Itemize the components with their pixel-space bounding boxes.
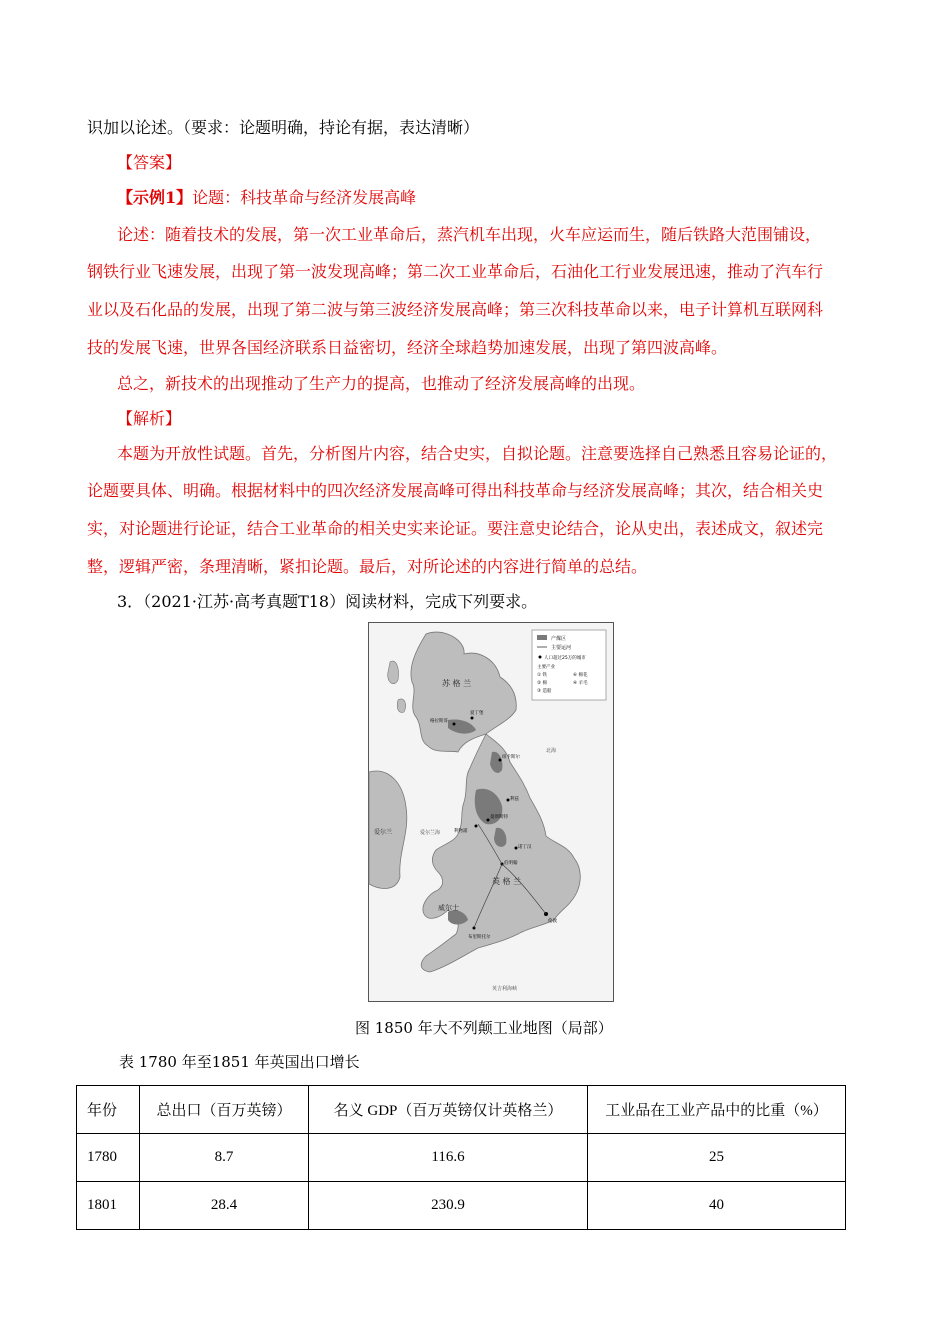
conclusion-line: 总之，新技术的出现推动了生产力的提高，也推动了经济发展高峰的出现。 [117,374,646,393]
header-total-export: 总出口（百万英镑） [140,1086,309,1134]
label-ireland: 爱尔兰 [374,829,393,836]
label-irish-sea: 爱尔兰海 [420,830,441,836]
essay-line-2: 钢铁行业飞速发展，出现了第一波发现高峰；第二次工业革命后，石油化工行业发展迅速，推动了汽车行 [87,262,824,281]
legend-item-5: ③ 造船 [537,689,552,694]
analysis-heading: 【解析】 [117,409,182,428]
cell-year: 1801 [77,1182,140,1230]
legend-industrial: 产煤区 [551,636,567,642]
cell-industrial-share: 25 [588,1134,846,1182]
label-north-sea: 北海 [546,748,557,754]
table-caption: 表 1780 年至1851 年英国出口增长 [119,1053,360,1071]
label-england: 英 格 兰 [492,877,522,886]
essay-line-4: 技的发展飞速，世界各国经济联系日益密切，经济全球趋势加速发展，出现了第四波高峰。 [87,338,728,357]
label-scotland: 苏 格 兰 [442,679,472,688]
example-line [117,188,416,208]
answer-heading: 【答案】 [117,153,182,172]
cell-gdp: 230.9 [309,1182,588,1230]
city-glasgow: 格拉斯哥 [430,719,448,724]
cell-year: 1780 [77,1134,140,1182]
cell-total-export: 8.7 [140,1134,309,1182]
city-bristol: 布里斯托尔 [468,935,491,940]
header-year: 年份 [77,1086,140,1134]
legend-item-3: ② 棉 [537,681,547,686]
city-london: 伦敦 [548,919,557,924]
example-title: 论题：科技革命与经济发展高峰 [192,188,417,207]
analysis-line-1: 本题为开放性试题。首先，分析图片内容，结合史实，自拟论题。注意要选择自己熟悉且容易论证的， [117,444,838,463]
analysis-line-2: 论题要具体、明确。根据材料中的四次经济发展高峰可得出科技革命与经济发展高峰；其次，结合相关史 [87,481,824,500]
industrial-map-1850 [368,622,614,1002]
export-growth-table [76,1085,846,1230]
header-industrial-share: 工业品在工业产品中的比重（%） [588,1086,846,1134]
essay-line-3: 业以及石化品的发展，出现了第二波与第三波经济发展高峰；第三次科技革命以来，电子计算机互联网科 [87,300,824,319]
legend-item-4: ④ 羊毛 [573,681,588,686]
label-english-channel: 英吉利海峡 [492,986,518,992]
example-tag: 【示例1】 [117,188,193,207]
city-nottingham: 诺丁汉 [518,845,532,850]
cell-total-export: 28.4 [140,1182,309,1230]
analysis-line-4: 整，逻辑严密，条理清晰，紧扣论题。最后，对所论述的内容进行简单的总结。 [87,557,648,576]
city-manchester: 曼彻斯特 [490,815,508,820]
cell-industrial-share: 40 [588,1182,846,1230]
question-3: 3．（2021·江苏·高考真题T18）阅读材料，完成下列要求。 [117,592,538,611]
question-continuation: 识加以论述。（要求：论题明确，持论有据，表达清晰） [87,118,480,137]
label-wales: 威尔士 [438,904,459,912]
legend-item-2: ⑥ 棉花 [573,673,588,678]
cell-gdp: 116.6 [309,1134,588,1182]
legend-products: 主要产业 [537,665,555,670]
city-birmingham: 伯明翰 [504,861,518,866]
city-liverpool: 利物浦 [454,829,468,834]
table-header-row [77,1086,846,1134]
map-caption: 图 1850 年大不列颠工业地图（局部） [355,1019,613,1037]
header-gdp: 名义 GDP（百万英镑仅计英格兰） [309,1086,588,1134]
city-leeds: 利兹 [510,797,519,802]
legend-city: 人口超过25万的城市 [544,656,586,661]
city-newcastle: 纽卡斯尔 [502,755,520,760]
table-row [77,1134,846,1182]
legend-item-1: ① 铁 [537,673,547,678]
analysis-line-3: 实，对论题进行论证，结合工业革命的相关史实来论证。要注意史论结合，论从史出，表述成文，叙述完 [87,519,824,538]
table-row [77,1182,846,1230]
essay-line-1: 论述：随着技术的发展，第一次工业革命后，蒸汽机车出现，火车应运而生，随后铁路大范围铺设， [117,225,822,244]
city-edinburgh: 爱丁堡 [470,711,484,716]
legend-canal: 主要运河 [551,645,572,651]
